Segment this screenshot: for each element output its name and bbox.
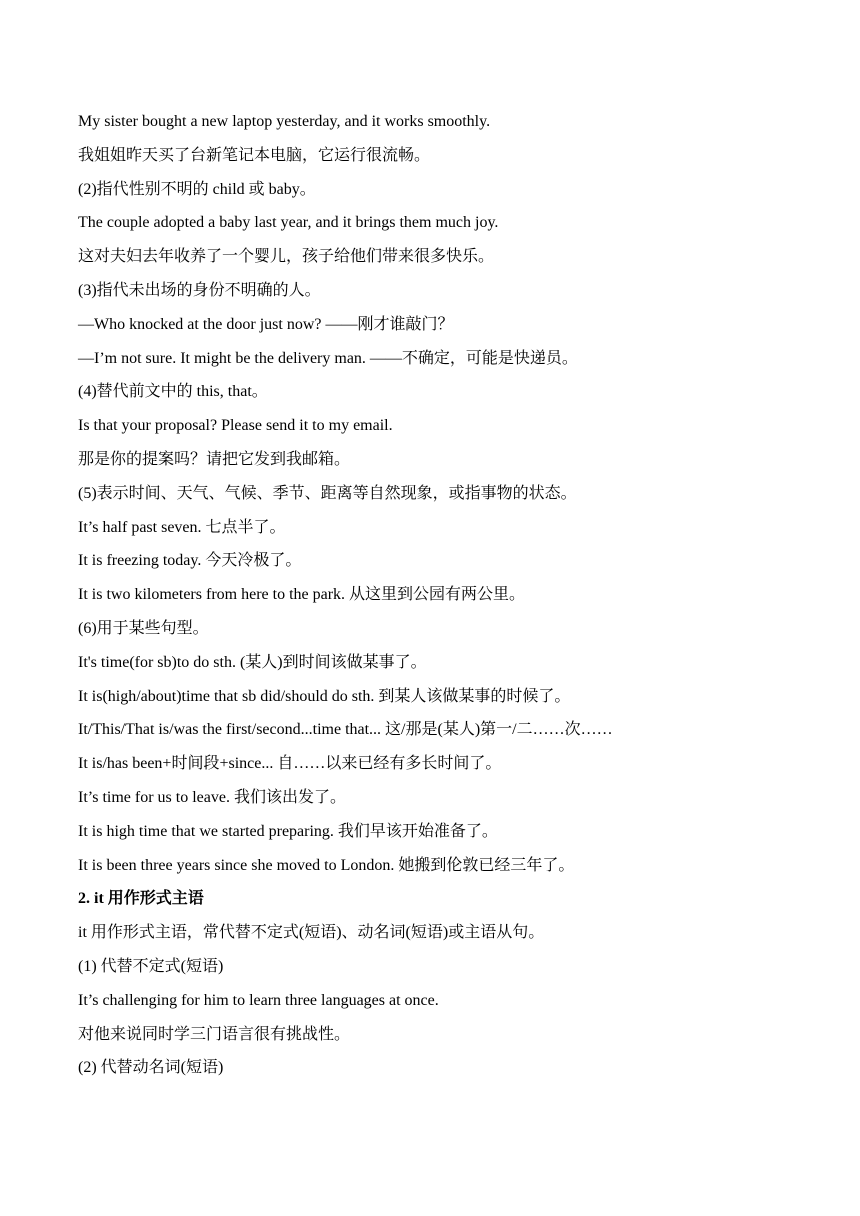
- text-line: My sister bought a new laptop yesterday, and it works smoothly.: [78, 113, 491, 130]
- text-line: 这对夫妇去年收养了一个婴儿，孩子给他们带来很多快乐。: [78, 248, 495, 266]
- text-line: It’s time for us to leave. 我们该出发了。: [78, 788, 346, 806]
- text-line: 那是你的提案吗？请把它发到我邮箱。: [78, 450, 351, 468]
- text-line: It is freezing today. 今天冷极了。: [78, 552, 302, 570]
- text-line: (5)表示时间、天气、气候、季节、距离等自然现象，或指事物的状态。: [78, 484, 577, 502]
- text-line: It is high time that we started preparing. 我们早该开始准备了。: [78, 822, 498, 840]
- text-line: It’s half past seven. 七点半了。: [78, 518, 286, 536]
- text-line: It is/has been+时间段+since... 自……以来已经有多长时间了。: [78, 755, 502, 773]
- text-line: (1) 代替不定式(短语): [78, 957, 224, 975]
- text-line: It is(high/about)time that sb did/should do sth. 到某人该做某事的时候了。: [78, 687, 571, 705]
- text-line: It/This/That is/was the first/second...time that... 这/那是(某人)第一/二……次……: [78, 721, 613, 739]
- text-line: (4)替代前文中的 this, that。: [78, 383, 268, 401]
- text-line: 对他来说同时学三门语言很有挑战性。: [78, 1025, 351, 1043]
- text-line: It’s challenging for him to learn three languages at once.: [78, 991, 439, 1009]
- text-line: (2)指代性别不明的 child 或 baby。: [78, 180, 316, 198]
- text-line: It is been three years since she moved to London. 她搬到伦敦已经三年了。: [78, 856, 575, 874]
- text-line: The couple adopted a baby last year, and it brings them much joy.: [78, 214, 499, 232]
- text-line: (2) 代替动名词(短语): [78, 1059, 224, 1077]
- document-page: [78, 108, 818, 1088]
- section-heading: 2. it 用作形式主语: [78, 890, 204, 908]
- text-line: Is that your proposal? Please send it to my email.: [78, 417, 393, 435]
- text-line: —Who knocked at the door just now? ——刚才谁敲门？: [78, 315, 454, 333]
- text-line: —I’m not sure. It might be the delivery man. ——不确定，可能是快递员。: [78, 349, 578, 367]
- text-line: it 用作形式主语，常代替不定式(短语)、动名词(短语)或主语从句。: [78, 924, 545, 942]
- text-line: It's time(for sb)to do sth. (某人)到时间该做某事了。: [78, 653, 427, 671]
- text-line: (6)用于某些句型。: [78, 619, 209, 637]
- text-line: (3)指代未出场的身份不明确的人。: [78, 281, 321, 299]
- text-line: 我姐姐昨天买了台新笔记本电脑，它运行很流畅。: [78, 146, 431, 164]
- text-line: It is two kilometers from here to the park. 从这里到公园有两公里。: [78, 586, 526, 604]
